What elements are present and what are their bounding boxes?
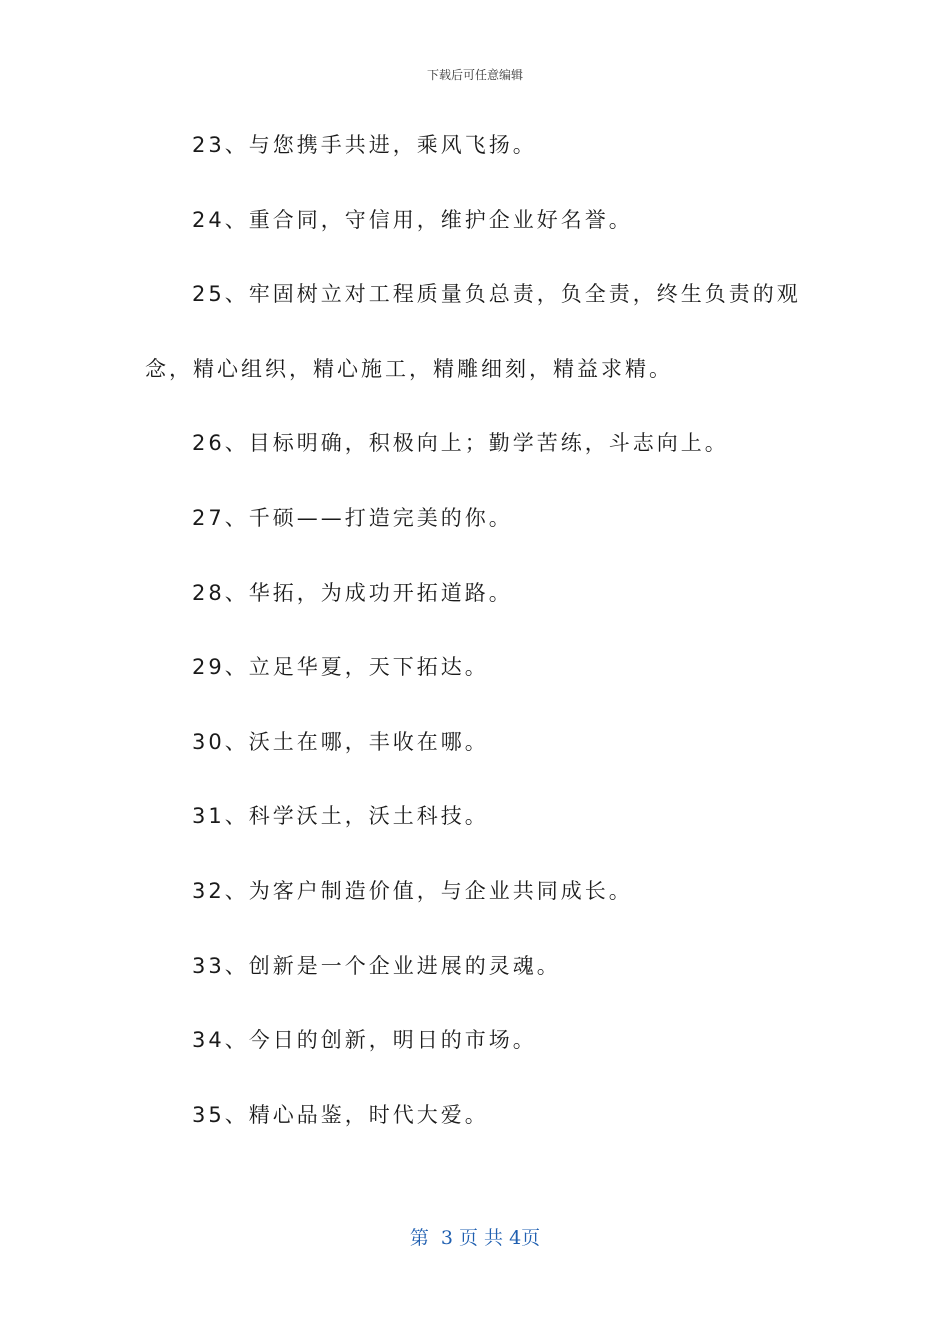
paragraph-29: 29、立足华夏，天下拓达。	[192, 655, 489, 680]
paragraph-27: 27、千硕——打造完美的你。	[192, 505, 513, 530]
page-header: 下载后可任意编辑	[426, 68, 523, 82]
paragraph-32: 32、为客户制造价值，与企业共同成长。	[192, 878, 633, 903]
paragraph-33: 33、创新是一个企业进展的灵魂。	[192, 953, 561, 978]
paragraph-30: 30、沃土在哪，丰收在哪。	[192, 729, 489, 754]
document-body	[0, 127, 950, 1171]
paragraph-23: 23、与您携手共进，乘风飞扬。	[192, 133, 537, 157]
paragraph-25-continuation: 念，精心组织，精心施工，精雕细刻，精益求精。	[145, 356, 673, 381]
paragraph-24: 24、重合同，守信用，维护企业好名誉。	[192, 207, 633, 232]
paragraph-31: 31、科学沃土，沃土科技。	[192, 804, 489, 829]
paragraph-35: 35、精心品鉴，时代大爱。	[192, 1102, 489, 1127]
paragraph-26: 26、目标明确，积极向上；勤学苦练，斗志向上。	[192, 431, 729, 456]
paragraph-34: 34、今日的创新，明日的市场。	[192, 1028, 537, 1053]
paragraph-25: 25、牢固树立对工程质量负总责，负全责，终生负责的观	[192, 282, 801, 307]
paragraph-28: 28、华拓，为成功开拓道路。	[192, 580, 513, 605]
page-number-footer: 第 3 页 共 4页	[409, 1227, 541, 1249]
